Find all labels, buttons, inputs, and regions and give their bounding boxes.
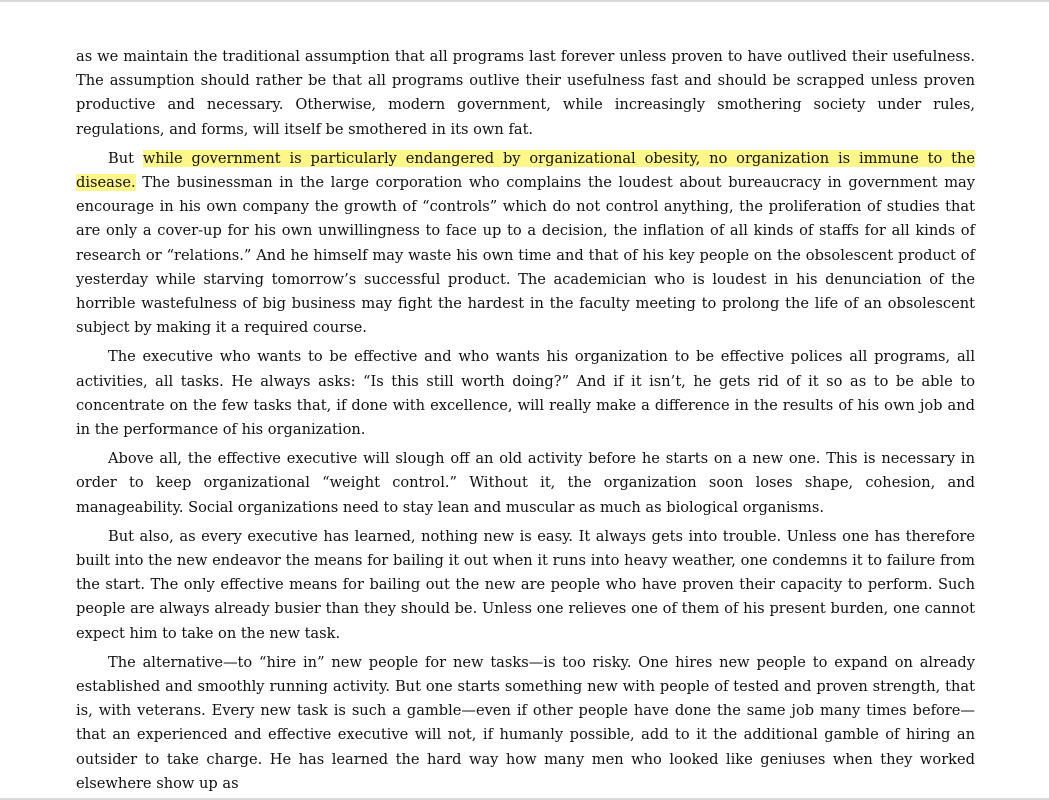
paragraph-5: But also, as every executive has learned, nothing new is easy. It always gets into trouble. Unless one has therefore built into the new endeavor the means for bailing it out when it runs into heavy weather, one condemns it to failure from the start. The only effective means for bailing out the new are people who have proven their capacity to perform. Such people are always already busier than they should be. Unless one relieves one of them of his present burden, one cannot expect him to take on the new task. <box>76 527 975 642</box>
paragraph-2-lead: But <box>108 149 143 167</box>
paragraph-1: as we maintain the traditional assumption that all programs last forever unless proven to have outlived their usefulness. The assumption should rather be that all programs outlive their usefulness fast and should be scrapped unless proven productive and necessary. Otherwise, modern government, while increasingly smothering society under rules, regulations, and forms, will itself be smothered in its own fat. <box>76 48 975 138</box>
paragraph-3: The executive who wants to be effective and who wants his organization to be effective polices all programs, all activities, all tasks. He always asks: “Is this still worth doing?” And if it isn’t, he gets rid of it so as to be able to concentrate on the few tasks that, if done with excellence, will really make a difference in the results of his own job and in the performance of his organization. <box>76 348 975 439</box>
document-text-column <box>76 45 975 800</box>
paragraph-2 <box>76 147 975 341</box>
paragraph-2-rest: The businessman in the large corporation who complains the loudest about bureaucracy in government may encourage in his own company the growth of “controls” which do not control anything, the proliferation of studies that are only a cover-up for his own unwillingness to face up to a decision, the inflation of all kinds of staffs for all kinds of research or “relations.” And he himself may waste his own time and that of his key people on the obsolescent product of yesterday while starving tomorrow’s successful product. The academician who is loudest in his denunciation of the horrible wastefulness of big business may fight the hardest in the faculty meeting to prolong the life of an obsolescent subject by making it a required course. <box>76 174 975 337</box>
paragraph-6: The alternative—to “hire in” new people for new tasks—is too risky. One hires new people to expand on already established and smoothly running activity. But one starts something new with people of tested and proven strength, that is, with veterans. Every new task is such a gamble—even if other people have done the same job many times before—that an experienced and effective executive will not, if humanly possible, add to it the additional gamble of hiring an outsider to take charge. He has learned the hard way how many men who looked like geniuses when they worked elsewhere show up as <box>76 653 975 792</box>
paragraph-4: Above all, the effective executive will slough off an old activity before he starts on a new one. This is necessary in order to keep organizational “weight control.” Without it, the organization soon loses shape, cohesion, and manageability. Social organizations need to stay lean and muscular as much as biological organisms. <box>76 450 975 516</box>
highlighted-passage[interactable]: while government is particularly endangered by organizational obesity, no organization is immune to the disease. <box>76 149 975 192</box>
